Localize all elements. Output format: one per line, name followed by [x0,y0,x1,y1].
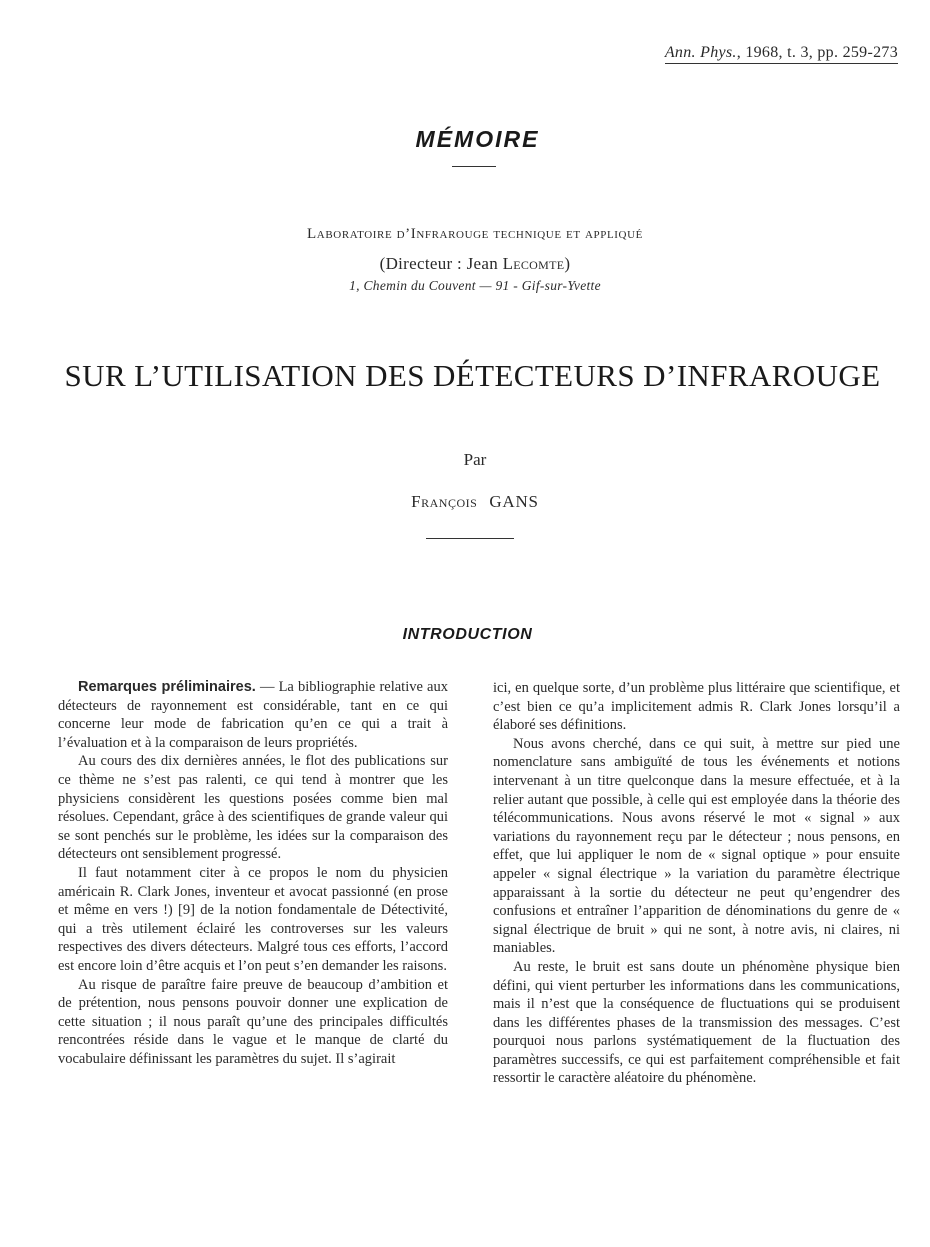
paragraph [58,678,448,752]
director-label: (Directeur : Jean [379,254,503,273]
author-name [0,492,930,512]
paragraph: Au reste, le bruit est sans doute un phénomène physique bien défini, qui vient perturber les informations dans les communications, mais il n’est que la conséquence de fluctuations qui se produisent dans les différentes phases de la transmission des messages. C’est pourquoi nous parlons systématiquement de la fluctuation des paramètres successifs, ce qui est parfaitement compréhensible et fait ressortir le caractère aléatoire du phénomène. [493,958,900,1087]
laboratory-name: Laboratoire d’Infrarouge technique et appliqué [307,226,643,242]
author-first-name: François [411,492,478,511]
author-last-name: GANS [489,492,539,511]
laboratory-address: 1, Chemin du Couvent — 91 - Gif-sur-Yvette [349,278,601,293]
director-close: ) [564,254,571,273]
divider-rule [452,166,496,167]
divider-rule [426,538,514,539]
byline-par: Par [463,450,487,469]
runin-heading: Remarques préliminaires. [78,679,256,695]
paragraph: ici, en quelque sorte, d’un problème plus littéraire que scientifique, et c’est bien ce qu’a implicitement admis R. Clark Jones lorsqu’il a élaboré ses définitions. [493,680,900,734]
paper-title: SUR L’UTILISATION DES DÉTECTEURS D’INFRAROUGE [64,358,881,393]
paragraph: Au risque de paraître faire preuve de beaucoup d’ambition et de prétention, nous pensons pouvoir donner une explication de cette situation ; il nous paraît qu’une des principales difficultés rencontrées réside dans le vague et le manque de clarté du vocabulaire définissant les paramètres du sujet. Il s’agirait [58,976,448,1067]
section-label: MÉMOIRE [415,126,540,152]
paragraph: Nous avons cherché, dans ce qui suit, à mettre sur pied une nomenclature sans ambiguïté de tous les événements et notions intervenant à un titre quelconque dans la mesure effectuée, et à la relier autant que possible, à celle qui est employée dans la théorie des télécommunications. Nous avons réservé le mot « signal » aux variations du rayonnement reçu par le détecteur ; nous pensons, en effet, que lui appliquer le nom de « signal optique » pour ensuite appeler « signal électrique » la variation du paramètre électrique apparaissant à la sortie du détecteur ne peut qu’engendrer des confusions et entraîner l’apparition de dénominations du genre de « signal électrique de bruit » qui ne sont, à notre avis, ni claires, ni maniables. [493,735,900,957]
director-name: Lecomte [502,254,565,273]
paragraph: Au cours des dix dernières années, le flot des publications sur ce thème ne s’est pas ralenti, ce qui tend à montrer que les physiciens considèrent les questions posées comme bien mal résolues. Cependant, grâce à des scientifiques de grande valeur qui se sont penchés sur le problème, les idées sur la comparaison des détecteurs ont sensiblement progressé. [58,753,448,863]
director-line [0,254,930,274]
paragraph: Il faut notamment citer à ce propos le nom du physicien américain R. Clark Jones, inventeur et avocat passionné (en prose et même en vers !) [9] de la notion fondamentale de Détectivité, qui a très utilement éclairé les controverses sur les valeurs respectives des divers détecteurs. Malgré tous ces efforts, l’accord est encore loin d’être acquis et l’on peut s’en demander les raisons. [58,864,448,974]
journal-name: Ann. Phys. [664,44,737,61]
paragraph-text: — La bibliographie relative aux détecteurs de rayonnement est considérable, tant en ce qui concerne leur mode de fabrication qu’en ce qui a trait à l’évaluation et à la comparaison de leurs propriétés. [58,679,448,751]
citation-details: , 1968, t. 3, pp. 259-273 [736,44,898,61]
left-column [58,678,448,1068]
introduction-heading: INTRODUCTION [402,626,533,643]
right-column [493,679,900,1088]
journal-citation [665,44,898,64]
